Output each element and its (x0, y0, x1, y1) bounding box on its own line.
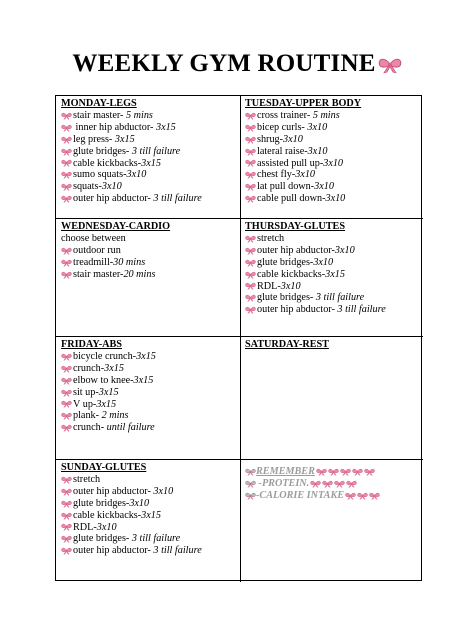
exercise-item (61, 545, 237, 557)
exercise-item (61, 158, 237, 170)
exercise-item (245, 122, 420, 134)
pink-bow-icon (245, 282, 256, 290)
exercise-name: bicep curls- (257, 121, 308, 133)
day-heading: SATURDAY-REST (245, 339, 329, 350)
pink-bow-icon (61, 247, 72, 255)
exercise-item (61, 134, 237, 146)
exercise-amount: 3x15 (98, 386, 119, 398)
exercise-item (245, 193, 420, 205)
exercise-amount: 3x10 (126, 169, 147, 181)
exercise-item (61, 351, 237, 363)
pink-bow-icon (245, 480, 256, 488)
day-heading: THURSDAY-GLUTES (245, 221, 346, 232)
exercise-item (61, 146, 237, 158)
exercise-item (61, 399, 237, 411)
exercise-name: inner hip abductor- (73, 121, 156, 133)
pink-bow-icon (61, 353, 72, 361)
exercise-item (61, 486, 237, 498)
pink-bow-icon (61, 124, 72, 132)
exercise-item (61, 387, 237, 399)
exercise-name: lateral raise- (257, 145, 308, 157)
pink-bow-icon (61, 547, 72, 555)
exercise-amount: 3 till failure (153, 545, 202, 557)
exercise-amount: 3 till failure (337, 304, 386, 316)
exercise-amount: 2 mins (101, 410, 129, 422)
pink-bow-icon (245, 468, 256, 476)
day-cell-friday (56, 337, 241, 460)
pink-bow-icon (245, 159, 256, 167)
exercise-name: stretch (257, 232, 285, 244)
pink-bow-icon (245, 259, 256, 267)
bow-row (345, 492, 380, 500)
exercise-amount: 3x15 (104, 362, 124, 374)
pink-bow-icon (61, 523, 72, 531)
exercise-item (61, 375, 237, 387)
exercise-item (245, 304, 420, 316)
exercise-item (245, 110, 420, 122)
exercise-name: stretch (73, 473, 101, 485)
exercise-item (61, 233, 237, 245)
exercise-amount: 3x10 (307, 145, 328, 157)
exercise-name: outer hip abductor- (73, 485, 154, 497)
exercise-name: RDL- (73, 521, 97, 533)
exercise-amount: 3x10 (314, 181, 334, 193)
pink-bow-icon (245, 148, 256, 156)
pink-bow-icon (61, 195, 72, 203)
bow-row (310, 480, 357, 488)
pink-bow-icon (346, 480, 357, 488)
exercise-amount: 3 till failure (315, 292, 365, 304)
exercise-item (61, 533, 237, 545)
pink-bow-icon (369, 492, 380, 500)
reminder-cell (241, 460, 423, 582)
day-heading: SUNDAY-GLUTES (61, 462, 147, 473)
exercise-amount: 3x15 (133, 374, 154, 386)
pink-bow-icon (61, 271, 72, 279)
pink-bow-icon (245, 183, 256, 191)
exercise-item (61, 245, 237, 257)
page-title-text: WEEKLY GYM ROUTINE (72, 50, 376, 77)
exercise-item (61, 181, 237, 193)
exercise-amount: 3x15 (136, 350, 156, 362)
pink-bow-icon (245, 492, 256, 500)
exercise-name: cable pull down- (257, 193, 326, 205)
exercise-amount: 3x10 (334, 244, 355, 256)
pink-bow-icon (322, 480, 333, 488)
exercise-item (245, 146, 420, 158)
exercise-amount: until failure (106, 422, 155, 434)
pink-bow-icon (328, 468, 339, 476)
exercise-amount: 3x10 (307, 121, 328, 133)
pink-bow-icon (61, 136, 72, 144)
exercise-amount: 3x10 (96, 521, 117, 533)
exercise-name: stair master- (73, 109, 126, 121)
exercise-amount: 3x10 (325, 193, 346, 205)
exercise-amount: 3x15 (141, 157, 161, 169)
exercise-amount: 3x15 (114, 133, 135, 145)
pink-bow-icon (245, 124, 256, 132)
pink-bow-icon (61, 112, 72, 120)
reminder-line (245, 478, 420, 490)
pink-bow-icon (310, 480, 321, 488)
pink-bow-icon (352, 468, 363, 476)
exercise-item (61, 169, 237, 181)
exercise-name: outer hip abductor- (257, 304, 338, 316)
exercise-name: glute bridges- (257, 292, 316, 304)
exercise-name: crunch- (73, 422, 107, 434)
exercise-name: stair master- (73, 268, 124, 280)
pink-bow-icon (316, 468, 327, 476)
exercise-amount: 5 mins (125, 109, 153, 121)
reminder-line (245, 490, 420, 502)
day-cell-sunday (56, 460, 241, 582)
day-heading: WEDNESDAY-CARDIO (61, 221, 171, 232)
exercise-name: treadmill- (73, 256, 114, 268)
exercise-amount: 20 mins (123, 268, 156, 280)
pink-bow-icon (245, 306, 256, 314)
pink-bow-icon (245, 136, 256, 144)
exercise-item (61, 193, 237, 205)
routine-table (55, 95, 422, 581)
exercise-name: glute bridges- (73, 497, 130, 509)
exercise-name: cable kickbacks- (257, 268, 326, 280)
pink-bow-icon (378, 57, 402, 74)
pink-bow-icon (245, 171, 256, 179)
exercise-item (61, 410, 237, 422)
exercise-name: RDL- (257, 280, 281, 292)
day-cell-saturday (241, 337, 423, 460)
pink-bow-icon (61, 424, 72, 432)
exercise-amount: 3x10 (129, 497, 150, 509)
exercise-name: crunch- (73, 362, 105, 374)
exercise-item (61, 474, 237, 486)
pink-bow-icon (334, 480, 345, 488)
exercise-amount: 3x15 (96, 398, 117, 410)
pink-bow-icon (61, 488, 72, 496)
exercise-name: outer hip abductor- (73, 545, 154, 557)
pink-bow-icon (61, 512, 72, 520)
exercise-item (61, 257, 237, 269)
exercise-item (61, 363, 237, 375)
pink-bow-icon (245, 112, 256, 120)
pink-bow-icon (61, 377, 72, 385)
exercise-name: outer hip abductor- (257, 244, 335, 256)
pink-bow-icon (245, 235, 256, 243)
exercise-item (245, 245, 420, 257)
day-cell-tuesday (241, 96, 423, 219)
exercise-amount: 3x10 (101, 181, 122, 193)
page-title (0, 50, 474, 78)
exercise-name: V up- (73, 398, 97, 410)
exercise-name: squats- (73, 181, 102, 193)
exercise-item (245, 292, 420, 304)
pink-bow-icon (245, 247, 256, 255)
day-cell-monday (56, 96, 241, 219)
exercise-name: glute bridges- (73, 533, 132, 545)
day-heading: MONDAY-LEGS (61, 98, 137, 109)
pink-bow-icon (61, 535, 72, 543)
pink-bow-icon (364, 468, 375, 476)
pink-bow-icon (245, 294, 256, 302)
exercise-amount: 3 till failure (153, 193, 202, 205)
exercise-item (245, 181, 420, 193)
exercise-name: cable kickbacks- (73, 509, 142, 521)
pink-bow-icon (61, 259, 72, 267)
exercise-name: lat pull down- (257, 181, 315, 193)
exercise-name: outdoor run (73, 244, 121, 256)
exercise-item (245, 281, 420, 293)
exercise-name: glute bridges- (257, 256, 314, 268)
day-cell-wednesday (56, 219, 241, 337)
pink-bow-icon (61, 183, 72, 191)
exercise-amount: 3x10 (323, 157, 344, 169)
day-heading: FRIDAY-ABS (61, 339, 122, 350)
pink-bow-icon (61, 389, 72, 397)
pink-bow-icon (357, 492, 368, 500)
pink-bow-icon (61, 412, 72, 420)
exercise-name: chest fly- (257, 169, 296, 181)
exercise-name: elbow to knee- (73, 374, 134, 386)
pink-bow-icon (61, 365, 72, 373)
exercise-name: bicycle crunch- (73, 350, 137, 362)
exercise-name: cable kickbacks- (73, 157, 142, 169)
exercise-amount: 3x10 (280, 280, 301, 292)
exercise-amount: 3 till failure (131, 145, 181, 157)
exercise-item (245, 158, 420, 170)
exercise-amount: 3x10 (153, 485, 174, 497)
exercise-name: assisted pull up- (257, 157, 324, 169)
pink-bow-icon (61, 476, 72, 484)
reminder-block (245, 466, 420, 502)
exercise-item (61, 110, 237, 122)
pink-bow-icon (345, 492, 356, 500)
exercise-name: choose between (61, 232, 126, 244)
exercise-item (245, 134, 420, 146)
exercise-item (245, 169, 420, 181)
exercise-name: glute bridges- (73, 145, 132, 157)
exercise-name: sit up- (73, 386, 99, 398)
day-heading: TUESDAY-UPPER BODY (245, 98, 362, 109)
reminder-text: REMEMBER (256, 466, 315, 477)
exercise-amount: 5 mins (312, 109, 340, 121)
day-cell-thursday (241, 219, 423, 337)
pink-bow-icon (245, 271, 256, 279)
exercise-name: shrug- (257, 133, 284, 145)
pink-bow-icon (61, 500, 72, 508)
exercise-amount: 3 till failure (131, 533, 181, 545)
exercise-amount: 3x10 (295, 169, 316, 181)
exercise-name: leg press- (73, 133, 115, 145)
reminder-text: -CALORIE INTAKE (256, 489, 345, 501)
reminder-line (245, 466, 420, 478)
exercise-amount: 3x10 (283, 133, 303, 145)
pink-bow-icon (245, 195, 256, 203)
exercise-name: cross trainer- (257, 109, 313, 121)
exercise-amount: 3x15 (141, 509, 161, 521)
exercise-item (61, 510, 237, 522)
exercise-item (61, 122, 237, 134)
exercise-name: sumo squats- (73, 169, 127, 181)
pink-bow-icon (61, 171, 72, 179)
exercise-amount: 3x15 (155, 121, 176, 133)
exercise-item (245, 257, 420, 269)
exercise-item (61, 498, 237, 510)
exercise-name: outer hip abductor- (73, 193, 154, 205)
exercise-item (245, 269, 420, 281)
exercise-amount: 3x10 (313, 256, 334, 268)
pink-bow-icon (340, 468, 351, 476)
pink-bow-icon (61, 159, 72, 167)
exercise-amount: 30 mins (113, 256, 146, 268)
exercise-item (61, 269, 237, 281)
exercise-item (61, 522, 237, 534)
reminder-text: -PROTEIN. (256, 477, 310, 489)
pink-bow-icon (61, 400, 72, 408)
exercise-item (61, 422, 237, 434)
pink-bow-icon (61, 148, 72, 156)
exercise-item (245, 233, 420, 245)
exercise-name: plank- (73, 410, 102, 422)
exercise-amount: 3x15 (325, 268, 345, 280)
bow-row (316, 468, 375, 476)
